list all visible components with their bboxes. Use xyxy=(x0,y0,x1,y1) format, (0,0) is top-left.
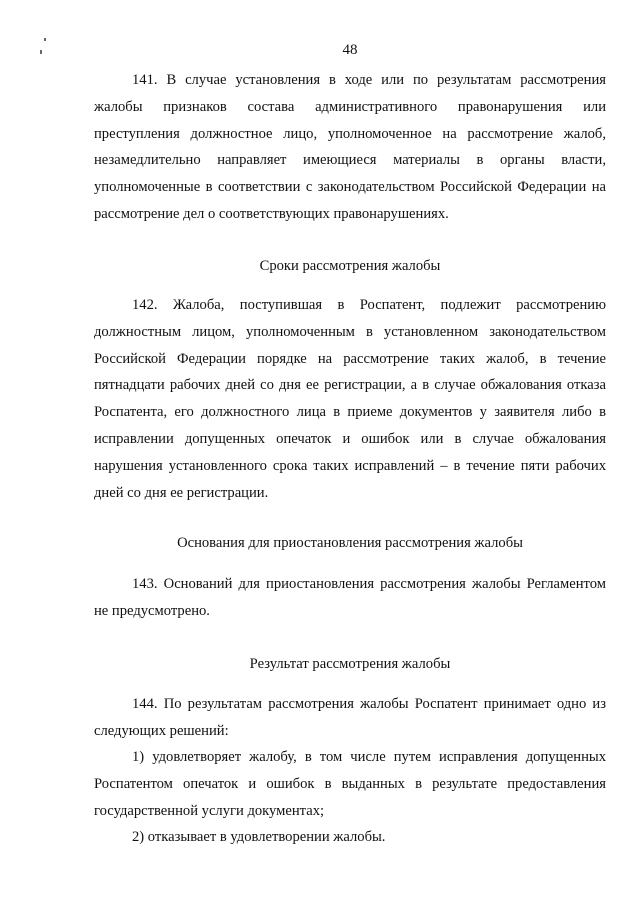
scan-mark xyxy=(44,38,46,41)
paragraph-144: 144. По результатам рассмотрения жалобы Роспатент принимает одно из следующих решений: xyxy=(94,696,606,739)
heading-review-terms: Сроки рассмотрения жалобы xyxy=(259,258,441,274)
paragraph-142: 142. Жалоба, поступившая в Роспатент, подлежит рассмотрению должностным лицом, уполномоченным в установленном законодательством Российской Федерации порядке на рассмотрение таких жалоб, в течение пятнадцати рабочих дней со дня ее регистрации, а в случае обжалования отказа Роспатента, его должностного лица в приеме документов у заявителя либо в исправлении допущенных опечаток и ошибок или в случае обжалования нарушения установленного срока таких исправлений – в течение пяти рабочих дней со дня ее регистрации. xyxy=(94,297,606,501)
heading-review-result: Результат рассмотрения жалобы xyxy=(249,656,451,672)
page-number: 48 xyxy=(342,42,358,58)
paragraph-144-item-2: 2) отказывает в удовлетворении жалобы. xyxy=(132,829,386,845)
heading-suspension-grounds: Основания для приостановления рассмотрения жалобы xyxy=(177,535,523,551)
paragraph-144-item-1: 1) удовлетворяет жалобу, в том числе путем исправления допущенных Роспатентом опечаток и ошибок в выданных в результате предоставления государственной услуги документах; xyxy=(94,749,606,819)
paragraph-141: 141. В случае установления в ходе или по результатам рассмотрения жалобы признаков состава административного правонарушения или преступления должностное лицо, уполномоченное на рассмотрение жалоб, незамедлительно направляет имеющиеся материалы в органы власти, уполномоченные в соответствии с законодательством Российской Федерации на рассмотрение дел о соответствующих правонарушениях. xyxy=(94,72,606,222)
paragraph-143: 143. Оснований для приостановления рассмотрения жалобы Регламентом не предусмотрено. xyxy=(94,576,606,619)
